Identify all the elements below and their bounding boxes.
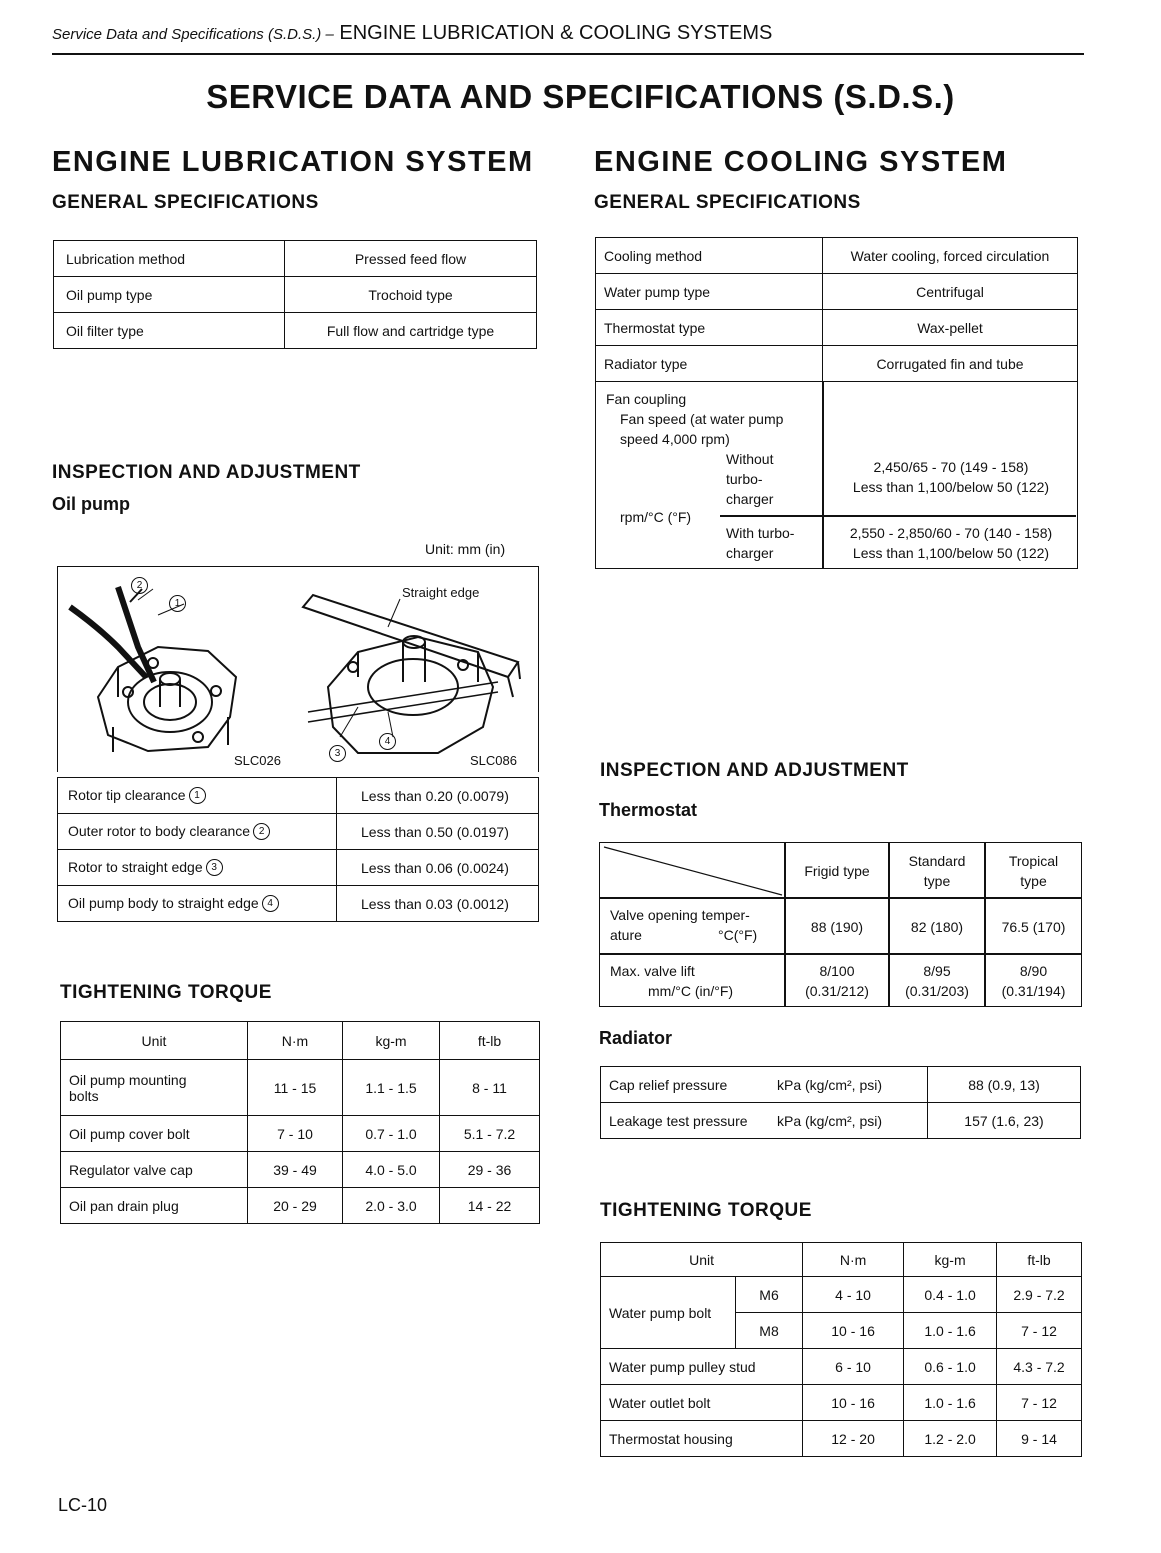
cooling-title: ENGINE COOLING SYSTEM xyxy=(594,146,1008,178)
cooling-general-table xyxy=(595,237,1078,382)
cell-label: Oil pump body to straight edge 4 xyxy=(58,886,337,922)
table-row xyxy=(61,1188,540,1224)
cell-kgm: 1.0 - 1.6 xyxy=(904,1385,997,1421)
cell-kgm: 1.2 - 2.0 xyxy=(904,1421,997,1457)
cell-label: Thermostat type xyxy=(596,310,823,346)
table-row xyxy=(58,886,539,922)
oil-pump-figure xyxy=(57,566,539,772)
header-kgm: kg-m xyxy=(904,1243,997,1277)
cooling-general-title: GENERAL SPECIFICATIONS xyxy=(594,192,861,213)
fan-unit: rpm/°C (°F) xyxy=(620,509,692,525)
cell-label: Leakage test pressure kPa (kg/cm², psi) xyxy=(601,1103,928,1139)
cell-ftlb: 8 - 11 xyxy=(440,1060,540,1116)
cell-label: Oil filter type xyxy=(54,313,285,349)
radiator-title: Radiator xyxy=(599,1028,673,1048)
lubrication-title: ENGINE LUBRICATION SYSTEM xyxy=(52,146,534,178)
cell-ftlb: 9 - 14 xyxy=(997,1421,1082,1457)
fan-line1: Fan coupling xyxy=(606,391,687,407)
cell-item: Water pump bolt xyxy=(601,1277,736,1349)
cell-nm: 10 - 16 xyxy=(803,1313,904,1349)
header-diagonal xyxy=(600,843,784,897)
cell-nm: 4 - 10 xyxy=(803,1277,904,1313)
cell-ftlb: 7 - 12 xyxy=(997,1385,1082,1421)
table-row xyxy=(54,277,537,313)
lubrication-general-table xyxy=(53,240,537,349)
cell-item: Thermostat housing xyxy=(601,1421,803,1457)
table-row xyxy=(61,1152,540,1188)
fan-line2: Fan speed (at water pump xyxy=(620,411,784,427)
cell-kgm: 0.6 - 1.0 xyxy=(904,1349,997,1385)
cell-nm: 11 - 15 xyxy=(248,1060,343,1116)
table-header-row xyxy=(601,1243,1082,1277)
thermostat-table xyxy=(599,842,1082,1007)
cell-value: Trochoid type xyxy=(285,277,537,313)
valve-unit: °C(°F) xyxy=(718,927,758,943)
cell-kgm: 4.0 - 5.0 xyxy=(343,1152,440,1188)
lift-frigid-2: (0.31/212) xyxy=(805,983,869,999)
oil-pump-title: Oil pump xyxy=(52,494,130,514)
header-section-title: ENGINE LUBRICATION & COOLING SYSTEMS xyxy=(339,22,773,44)
fan-with-l1: With turbo- xyxy=(726,525,795,541)
lift-standard-1: 8/95 xyxy=(923,963,951,979)
table-row xyxy=(58,814,539,850)
cell-item: Oil pump cover bolt xyxy=(61,1116,248,1152)
cell-kgm: 0.4 - 1.0 xyxy=(904,1277,997,1313)
oil-pump-table xyxy=(57,777,539,922)
table-row xyxy=(601,1385,1082,1421)
cell-value: Less than 0.06 (0.0024) xyxy=(337,850,539,886)
header-ftlb: ft-lb xyxy=(997,1243,1082,1277)
table-row xyxy=(601,1103,1081,1139)
cell-nm: 6 - 10 xyxy=(803,1349,904,1385)
page-number: LC-10 xyxy=(58,1495,108,1515)
cell-value: Wax-pellet xyxy=(823,310,1078,346)
table-row xyxy=(58,778,539,814)
cell-value: 88 (0.9, 13) xyxy=(928,1067,1081,1103)
header-kgm: kg-m xyxy=(343,1022,440,1060)
valve-standard: 82 (180) xyxy=(910,919,964,935)
cell-item: Oil pan drain plug xyxy=(61,1188,248,1224)
cell-label: Rotor tip clearance 1 xyxy=(58,778,337,814)
fan-line3: speed 4,000 rpm) xyxy=(620,431,730,447)
lubrication-torque-table xyxy=(60,1021,540,1224)
valve-l2: ature xyxy=(610,927,642,943)
callout-mark: 1 xyxy=(189,787,206,804)
cell-item: Water pump pulley stud xyxy=(601,1349,803,1385)
running-header xyxy=(52,22,772,45)
table-row xyxy=(601,1277,1082,1313)
header-unit: Unit xyxy=(601,1243,803,1277)
page-title: SERVICE DATA AND SPECIFICATIONS (S.D.S.) xyxy=(206,78,955,115)
fan-without-l3: charger xyxy=(726,491,774,507)
table-row xyxy=(61,1060,540,1116)
cell-kgm: 2.0 - 3.0 xyxy=(343,1188,440,1224)
table-row xyxy=(601,1349,1082,1385)
valve-frigid: 88 (190) xyxy=(810,919,864,935)
table-row xyxy=(61,1116,540,1152)
cell-value: 157 (1.6, 23) xyxy=(928,1103,1081,1139)
fan-with-v1: 2,550 - 2,850/60 - 70 (140 - 158) xyxy=(849,525,1053,541)
cell-kgm: 1.1 - 1.5 xyxy=(343,1060,440,1116)
header-unit: Unit xyxy=(61,1022,248,1060)
cell-kgm: 1.0 - 1.6 xyxy=(904,1313,997,1349)
fan-coupling-block xyxy=(595,381,1078,569)
fan-row-divider xyxy=(720,515,1076,517)
cell-value: Pressed feed flow xyxy=(285,241,537,277)
cell-item: Regulator valve cap xyxy=(61,1152,248,1188)
cell-item: Oil pump mounting bolts xyxy=(61,1060,248,1116)
fan-without-l2: turbo- xyxy=(726,471,763,487)
lift-l1: Max. valve lift xyxy=(610,963,695,979)
unit-note: Unit: mm (in) xyxy=(425,541,506,557)
callout-2: 2 xyxy=(128,577,148,594)
header-tropical-l2: type xyxy=(1020,873,1047,889)
fan-without-v1: 2,450/65 - 70 (149 - 158) xyxy=(873,459,1029,475)
cell-size: M6 xyxy=(736,1277,803,1313)
lubrication-general-title: GENERAL SPECIFICATIONS xyxy=(52,192,319,213)
cell-nm: 39 - 49 xyxy=(248,1152,343,1188)
cell-nm: 12 - 20 xyxy=(803,1421,904,1457)
table-row xyxy=(596,346,1078,382)
lubrication-torque-title: TIGHTENING TORQUE xyxy=(60,982,272,1003)
header-frigid: Frigid type xyxy=(804,863,870,879)
callout-4: 4 xyxy=(376,733,396,750)
cell-label: Rotor to straight edge 3 xyxy=(58,850,337,886)
lift-l2: mm/°C (in/°F) xyxy=(648,983,734,999)
cell-ftlb: 4.3 - 7.2 xyxy=(997,1349,1082,1385)
cell-nm: 20 - 29 xyxy=(248,1188,343,1224)
cell-value: Less than 0.50 (0.0197) xyxy=(337,814,539,850)
header-standard-l1: Standard xyxy=(908,853,966,869)
cell-label: Cooling method xyxy=(596,238,823,274)
cell-nm: 10 - 16 xyxy=(803,1385,904,1421)
table-row xyxy=(596,238,1078,274)
table-header-row xyxy=(61,1022,540,1060)
header-nm: N·m xyxy=(803,1243,904,1277)
callout-1: 1 xyxy=(166,595,186,612)
cell-value: Corrugated fin and tube xyxy=(823,346,1078,382)
cell-value: Full flow and cartridge type xyxy=(285,313,537,349)
thermostat-title: Thermostat xyxy=(599,800,698,820)
cell-size: M8 xyxy=(736,1313,803,1349)
table-row xyxy=(54,241,537,277)
cell-ftlb: 29 - 36 xyxy=(440,1152,540,1188)
lift-tropical-2: (0.31/194) xyxy=(1001,983,1066,999)
cell-ftlb: 5.1 - 7.2 xyxy=(440,1116,540,1152)
header-tropical-l1: Tropical xyxy=(1008,853,1059,869)
table-row xyxy=(596,310,1078,346)
table-row xyxy=(601,1421,1082,1457)
callout-mark: 2 xyxy=(253,823,270,840)
cell-value: Centrifugal xyxy=(823,274,1078,310)
fan-with-v2: Less than 1,100/below 50 (122) xyxy=(852,545,1050,561)
callout-3: 3 xyxy=(326,745,346,762)
cooling-inspection-title: INSPECTION AND ADJUSTMENT xyxy=(600,760,909,781)
cooling-torque-title: TIGHTENING TORQUE xyxy=(600,1200,812,1221)
header-ftlb: ft-lb xyxy=(440,1022,540,1060)
header-rule xyxy=(52,53,1084,55)
cell-value: Less than 0.20 (0.0079) xyxy=(337,778,539,814)
lift-tropical-1: 8/90 xyxy=(1019,963,1048,979)
cell-value: Less than 0.03 (0.0012) xyxy=(337,886,539,922)
cell-label: Lubrication method xyxy=(54,241,285,277)
valve-l1: Valve opening temper- xyxy=(610,907,750,923)
cell-nm: 7 - 10 xyxy=(248,1116,343,1152)
straight-edge-label: Straight edge xyxy=(402,585,480,600)
header-standard-l2: type xyxy=(923,873,951,889)
cell-label: Water pump type xyxy=(596,274,823,310)
fan-without-l1: Without xyxy=(726,451,774,467)
cell-ftlb: 14 - 22 xyxy=(440,1188,540,1224)
table-row xyxy=(54,313,537,349)
radiator-table xyxy=(600,1066,1081,1139)
table-row xyxy=(58,850,539,886)
figure-code-right: SLC086 xyxy=(470,753,517,768)
cell-label: Outer rotor to body clearance 2 xyxy=(58,814,337,850)
cooling-torque-table xyxy=(600,1242,1082,1457)
header-section-italic: Service Data and Specifications (S.D.S.) – xyxy=(52,26,334,43)
table-row xyxy=(601,1067,1081,1103)
header-nm: N·m xyxy=(248,1022,343,1060)
figure-code-left: SLC026 xyxy=(234,753,281,768)
lubrication-inspection-title: INSPECTION AND ADJUSTMENT xyxy=(52,462,361,483)
cell-value: Water cooling, forced circulation xyxy=(823,238,1078,274)
callout-mark: 4 xyxy=(262,895,279,912)
lift-standard-2: (0.31/203) xyxy=(905,983,969,999)
cell-label: Radiator type xyxy=(596,346,823,382)
cell-item: Water outlet bolt xyxy=(601,1385,803,1421)
valve-tropical: 76.5 (170) xyxy=(1001,919,1066,935)
cell-ftlb: 2.9 - 7.2 xyxy=(997,1277,1082,1313)
lift-frigid-1: 8/100 xyxy=(819,963,855,979)
fan-with-l2: charger xyxy=(726,545,774,561)
callout-mark: 3 xyxy=(206,859,223,876)
cell-label: Oil pump type xyxy=(54,277,285,313)
fan-without-v2: Less than 1,100/below 50 (122) xyxy=(852,479,1050,495)
cell-ftlb: 7 - 12 xyxy=(997,1313,1082,1349)
cell-label: Cap relief pressure kPa (kg/cm², psi) xyxy=(601,1067,928,1103)
table-row xyxy=(596,274,1078,310)
cell-kgm: 0.7 - 1.0 xyxy=(343,1116,440,1152)
